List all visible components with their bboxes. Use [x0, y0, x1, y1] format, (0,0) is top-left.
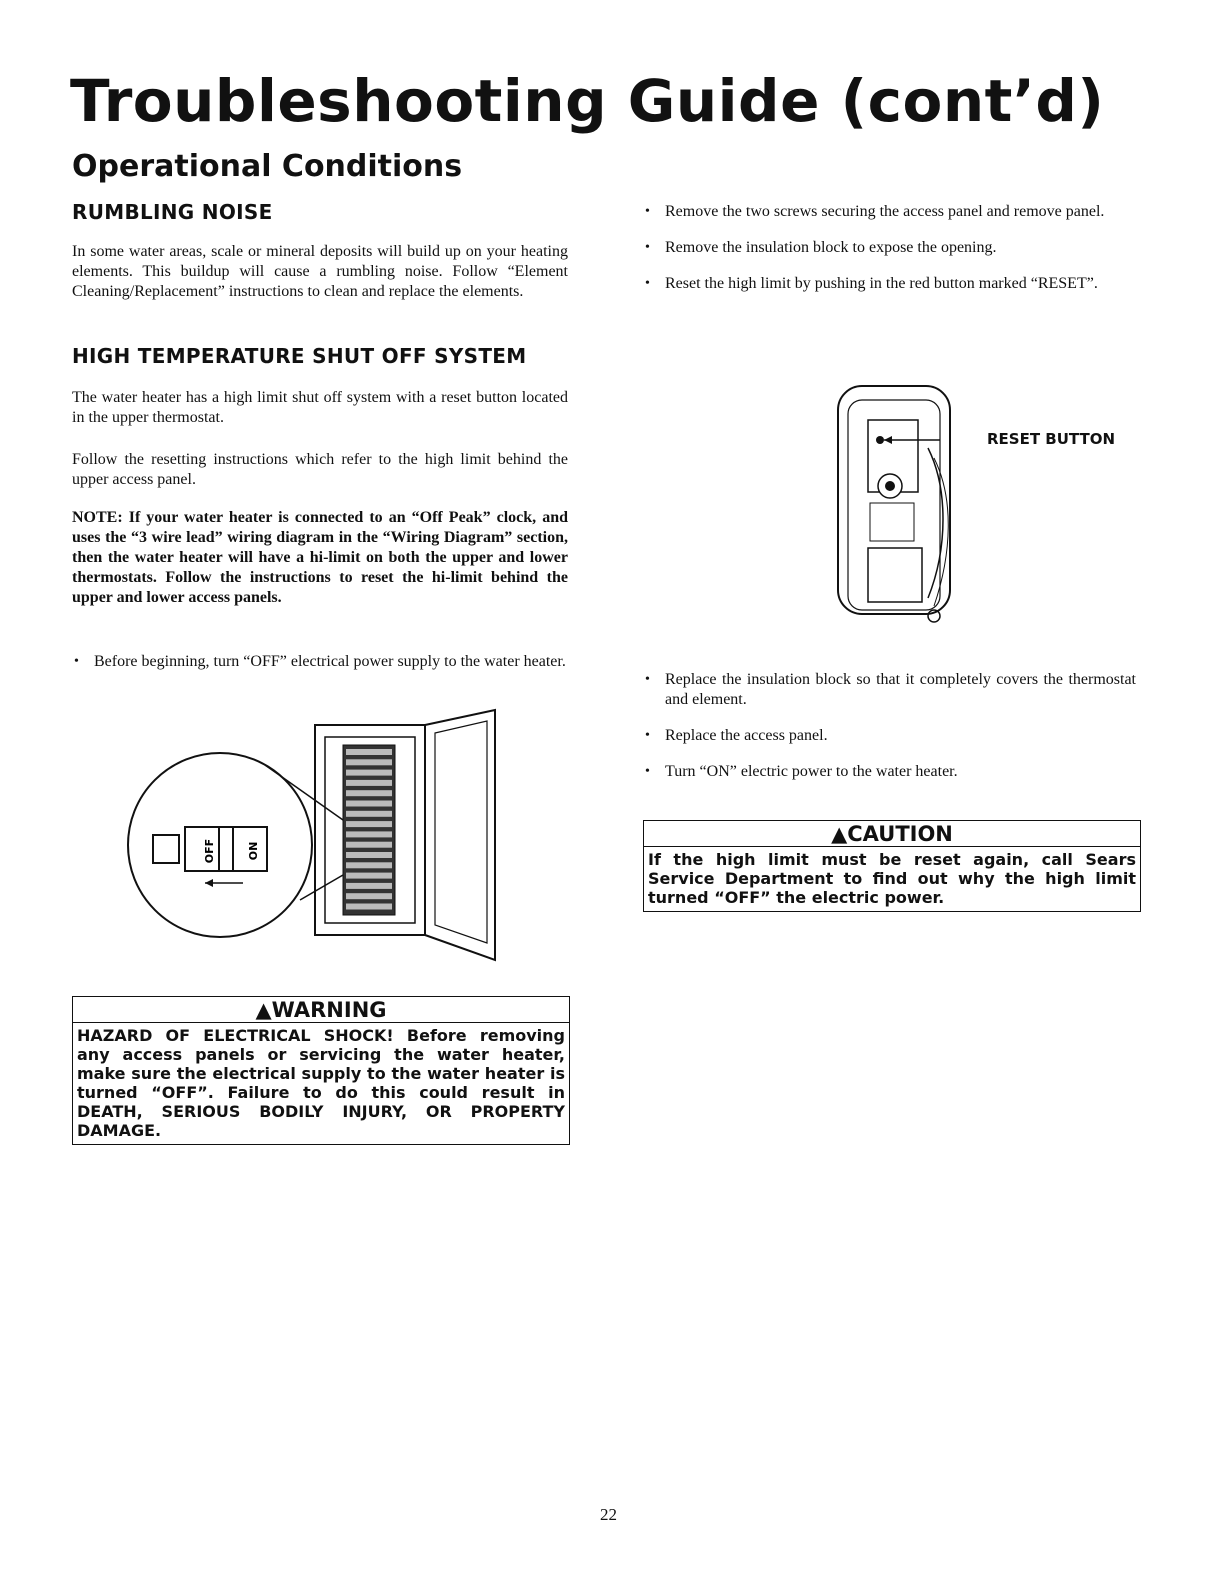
list-item: • Before beginning, turn “OFF” electrical power supply to the water heater.	[72, 652, 568, 672]
caution-header	[644, 821, 1140, 847]
warning-heading: WARNING	[271, 998, 387, 1022]
reset-button-callout: RESET BUTTON	[987, 430, 1116, 448]
list-item: • Replace the insulation block so that it completely covers the thermostat and element.	[643, 670, 1136, 710]
rumbling-noise-heading: RUMBLING NOISE	[72, 200, 273, 224]
breaker-row	[346, 811, 392, 817]
left-bullet-list	[72, 652, 568, 672]
breaker-row	[346, 904, 392, 910]
high-temp-text-2: Follow the resetting instructions which refer to the high limit behind the upper access panel.	[72, 451, 568, 488]
caution-box	[643, 820, 1141, 912]
breaker-row	[346, 759, 392, 765]
warning-text: HAZARD OF ELECTRICAL SHOCK! Before removing any access panels or servicing the water heater, make sure the electrical supply to the water heater is turned “OFF”. Failure to do this could result in DEATH, SERIOUS BODILY INJURY, OR PROPERTY DAMAGE.	[77, 1026, 565, 1140]
breaker-off-label: OFF	[203, 838, 216, 864]
caution-heading: CAUTION	[847, 822, 953, 846]
breaker-row	[346, 852, 392, 858]
warning-triangle-icon: ▲	[255, 998, 272, 1022]
list-item: • Remove the insulation block to expose the opening.	[643, 238, 1136, 258]
warning-header	[73, 997, 569, 1023]
breaker-row	[346, 893, 392, 899]
rumbling-noise-text: In some water areas, scale or mineral deposits will build up on your heating elements. This buildup will cause a rumbling noise. Follow “Element Cleaning/Replacement” instructions to clean and replace the elements.	[72, 243, 568, 300]
breaker-row	[346, 801, 392, 807]
breaker-row	[346, 749, 392, 755]
breaker-row	[346, 873, 392, 879]
list-item: • Remove the two screws securing the access panel and remove panel.	[643, 202, 1136, 222]
caution-triangle-icon: ▲	[831, 822, 848, 846]
right-bullet-list-bottom	[643, 670, 1136, 782]
list-item: • Turn “ON” electric power to the water heater.	[643, 762, 1136, 782]
page-subtitle: Operational Conditions	[72, 149, 463, 184]
breaker-row	[346, 862, 392, 868]
breaker-row	[346, 821, 392, 827]
page-title: Troubleshooting Guide (cont’d)	[70, 67, 1105, 135]
high-temp-heading: HIGH TEMPERATURE SHUT OFF SYSTEM	[72, 344, 527, 368]
breaker-on-label: ON	[247, 841, 260, 861]
list-item: • Reset the high limit by pushing in the red button marked “RESET”.	[643, 274, 1136, 294]
breaker-row	[346, 842, 392, 848]
right-bullet-list-top	[643, 202, 1136, 294]
breaker-row	[346, 831, 392, 837]
breaker-panel-illustration	[125, 705, 505, 965]
breaker-row	[346, 790, 392, 796]
warning-box	[72, 996, 570, 1145]
breaker-row	[346, 780, 392, 786]
breaker-row	[346, 770, 392, 776]
off-peak-note: NOTE: If your water heater is connected to an “Off Peak” clock, and uses the “3 wire lead” wiring diagram in the “Wiring Diagram” section, then the water heater will have a hi-limit on both the upper and lower thermostats. Follow the instructions to reset the hi-limit behind the upper and lower access panels.	[72, 509, 568, 606]
thermostat-illustration	[830, 378, 970, 628]
breaker-row	[346, 883, 392, 889]
list-item: • Replace the access panel.	[643, 726, 1136, 746]
caution-text: If the high limit must be reset again, call Sears Service Department to find out why the high limit turned “OFF” the electric power.	[648, 850, 1136, 907]
high-temp-text-1: The water heater has a high limit shut off system with a reset button located in the upper thermostat.	[72, 389, 568, 426]
page-number: 22	[600, 1505, 617, 1524]
